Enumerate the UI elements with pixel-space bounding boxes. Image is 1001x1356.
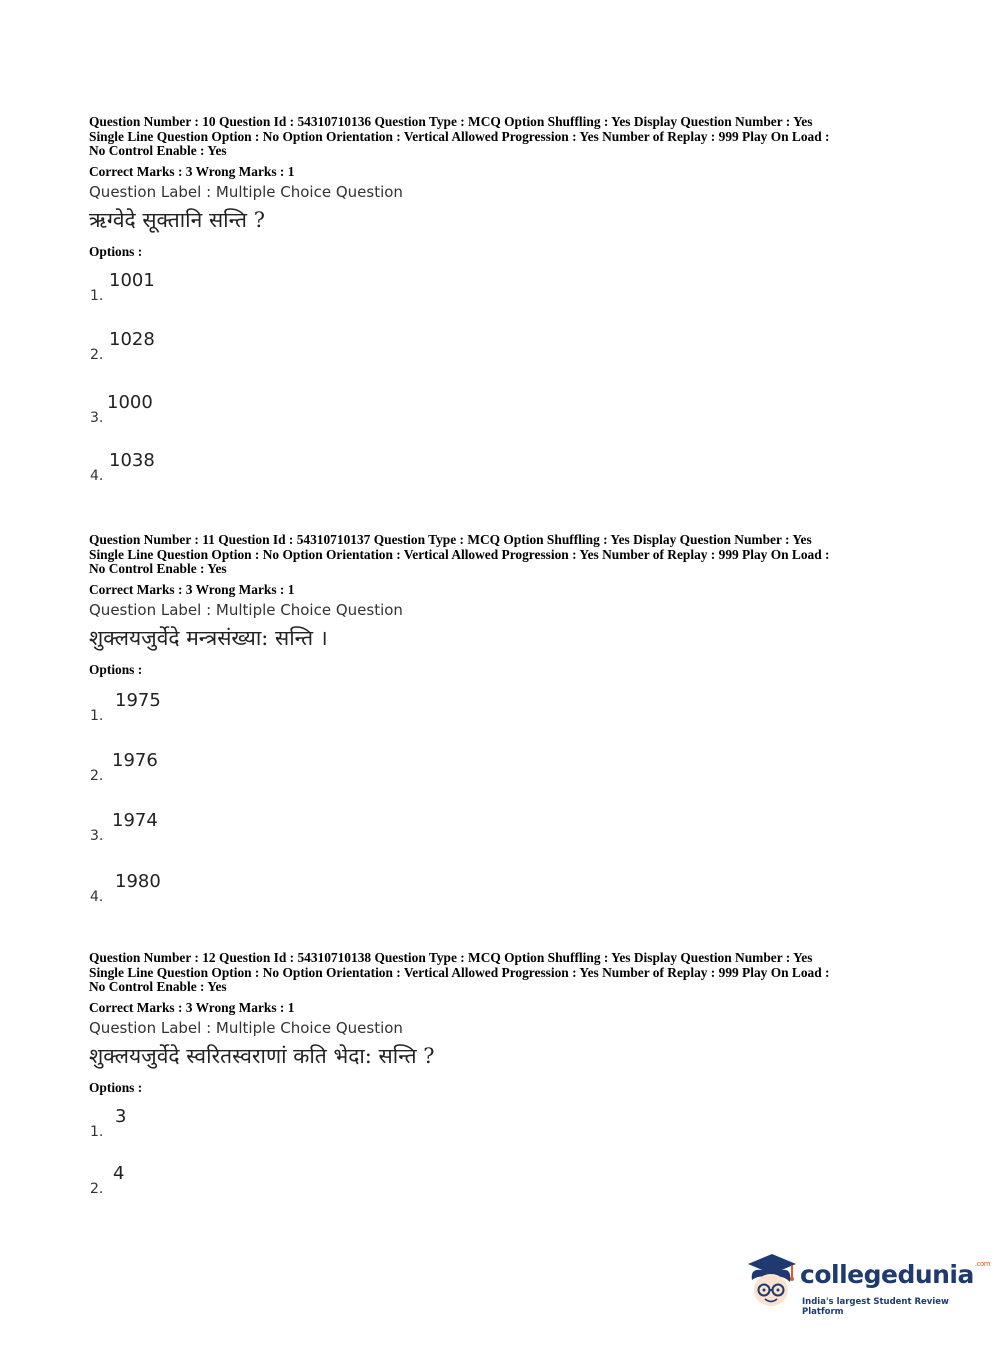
option-number: 1. (90, 288, 104, 304)
option-number: 1. (90, 708, 104, 724)
question-meta-line2: Single Line Question Option : No Option Orientation : Vertical Allowed Progression : Yes Number of Replay : 999 Play On Load : (89, 546, 830, 562)
question-block-12 (89, 951, 919, 1095)
option-item[interactable] (89, 329, 289, 365)
question-text: शुक्लयजुर्वेदे मन्त्रसंख्या: सन्ति । (89, 625, 328, 650)
question-meta-line1: Question Number : 11 Question Id : 54310710137 Question Type : MCQ Option Shuffling : Yes Display Question Number : Yes (89, 532, 812, 547)
question-label: Question Label : Multiple Choice Question (89, 1018, 403, 1037)
question-meta-line2: Single Line Question Option : No Option Orientation : Vertical Allowed Progression : Yes Number of Replay : 999 Play On Load : (89, 128, 830, 144)
question-marks: Correct Marks : 3 Wrong Marks : 1 (89, 163, 295, 179)
option-value: 4 (113, 1163, 125, 1184)
question-label: Question Label : Multiple Choice Question (89, 600, 403, 619)
option-item[interactable] (89, 1163, 289, 1199)
option-number: 4. (90, 889, 104, 905)
option-value: 1980 (115, 871, 161, 892)
question-meta-line3: No Control Enable : Yes (89, 561, 227, 577)
question-meta-line3: No Control Enable : Yes (89, 143, 227, 159)
options-heading: Options : (89, 243, 143, 259)
option-item[interactable] (89, 392, 289, 428)
question-meta-line2: Single Line Question Option : No Option Orientation : Vertical Allowed Progression : Yes Number of Replay : 999 Play On Load : (89, 964, 830, 980)
option-item[interactable] (89, 270, 289, 306)
question-meta-line1: Question Number : 12 Question Id : 54310710138 Question Type : MCQ Option Shuffling : Yes Display Question Number : Yes (89, 950, 813, 965)
brand-text: collegedunia (800, 1260, 974, 1289)
question-block-11 (89, 533, 919, 677)
options-list-10 (89, 270, 919, 490)
options-list-12 (89, 1106, 919, 1206)
option-number: 3. (90, 410, 104, 426)
option-value: 1038 (109, 450, 155, 471)
option-item[interactable] (89, 810, 289, 846)
question-meta-line3: No Control Enable : Yes (89, 979, 227, 995)
question-meta-line1: Question Number : 10 Question Id : 54310710136 Question Type : MCQ Option Shuffling : Yes Display Question Number : Yes (89, 114, 813, 129)
option-value: 1000 (107, 392, 153, 413)
question-marks: Correct Marks : 3 Wrong Marks : 1 (89, 581, 295, 597)
option-value: 1028 (109, 329, 155, 350)
option-item[interactable] (89, 690, 289, 726)
brand-tagline: India's largest Student Review Platform (802, 1297, 949, 1317)
option-number: 1. (90, 1124, 104, 1140)
question-marks: Correct Marks : 3 Wrong Marks : 1 (89, 999, 295, 1015)
collegedunia-logo[interactable] (742, 1250, 991, 1320)
option-item[interactable] (89, 871, 289, 907)
option-item[interactable] (89, 1106, 289, 1142)
brand-suffix: .com (974, 1260, 991, 1268)
option-value: 1976 (112, 750, 158, 771)
options-list-11 (89, 690, 919, 910)
question-text: शुक्लयजुर्वेदे स्वरितस्वराणां कति भेदा: सन्ति ? (89, 1043, 435, 1068)
option-number: 4. (90, 468, 104, 484)
option-number: 3. (90, 828, 104, 844)
option-value: 1975 (115, 690, 161, 711)
option-value: 1001 (109, 270, 155, 291)
options-heading: Options : (89, 1079, 143, 1095)
student-mascot-icon (742, 1250, 802, 1320)
option-value: 3 (115, 1106, 127, 1127)
option-number: 2. (90, 1181, 104, 1197)
option-number: 2. (90, 347, 104, 363)
option-item[interactable] (89, 750, 289, 786)
option-item[interactable] (89, 450, 289, 486)
question-text: ऋग्वेदे सूक्तानि सन्ति ? (89, 207, 265, 232)
option-number: 2. (90, 768, 104, 784)
options-heading: Options : (89, 661, 143, 677)
question-block-10 (89, 115, 919, 259)
brand-name (800, 1260, 990, 1289)
option-value: 1974 (112, 810, 158, 831)
question-label: Question Label : Multiple Choice Question (89, 182, 403, 201)
